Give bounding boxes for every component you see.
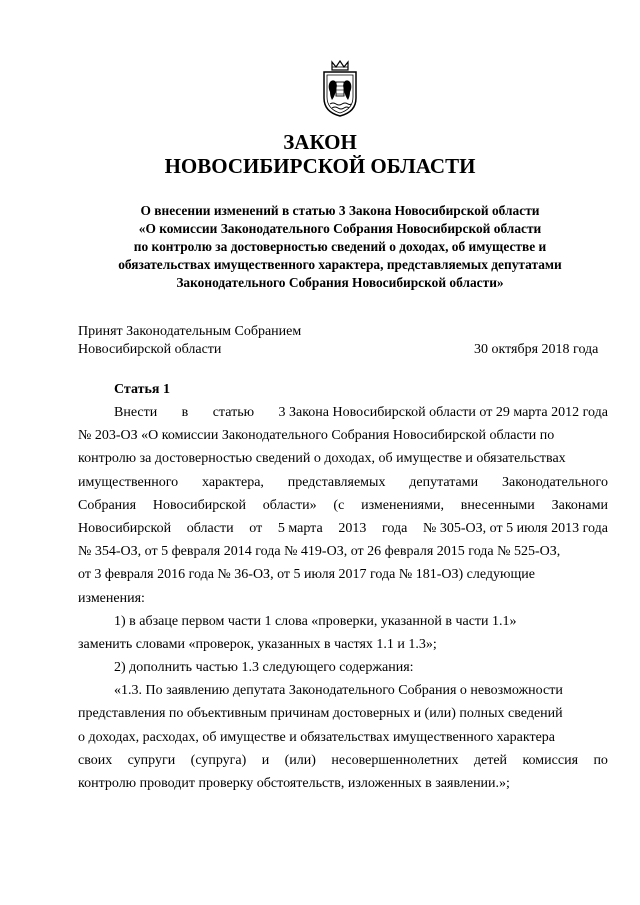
- article-text: года: [382, 520, 408, 536]
- article-text: контролю проводит проверку обстоятельств, изложенных в заявлении.»;: [78, 776, 510, 791]
- article-text: Внести: [114, 405, 158, 420]
- article-text: № 354-ОЗ, от 5 февраля 2014 года № 419-ОЗ, от 26 февраля 2015 года № 525-ОЗ,: [78, 544, 561, 560]
- adoption-date: 30 октября 2018 года: [474, 342, 599, 357]
- article-text: 5 марта: [277, 520, 323, 536]
- article-text: Новосибирской: [78, 520, 172, 536]
- article-line: [78, 424, 608, 447]
- article-text: комиссия: [522, 752, 579, 768]
- article-text: и: [261, 752, 270, 768]
- law-subject-line: «О комиссии Законодательного Собрания Новосибирской области: [138, 221, 542, 236]
- article-line: [78, 679, 608, 702]
- article-line: [78, 772, 608, 795]
- article-text: «1.3. По заявлению депутата Законодательного Собрания о невозможности: [114, 683, 563, 699]
- coat-of-arms-emblem: [316, 60, 364, 118]
- adoption-block: [78, 323, 301, 359]
- article-text: 3 Закона Новосибирской области от 29 марта 2012 года: [278, 405, 608, 420]
- article-text: Собрания: [78, 497, 137, 513]
- article-line: [78, 749, 608, 772]
- article-text: Новосибирской: [152, 497, 246, 513]
- article-text: своих: [78, 752, 113, 768]
- article-text: по: [593, 752, 608, 768]
- article-text: № 305-ОЗ, от 5 июля 2013 года: [423, 520, 608, 536]
- article-line: [78, 471, 608, 494]
- adoption-region: Новосибирской области: [78, 342, 222, 357]
- article-line: [78, 702, 608, 725]
- article-text: (супруга): [190, 752, 247, 768]
- article-text: изменения:: [78, 590, 145, 606]
- law-subject: [60, 202, 620, 292]
- article-text: депутатами: [409, 474, 479, 490]
- article-text: внесенными: [460, 497, 535, 513]
- article-line: [78, 447, 608, 470]
- article-text: представления по объективным причинам достоверных и (или) полных сведений: [78, 706, 563, 722]
- law-region-title: НОВОСИБИРСКОЙ ОБЛАСТИ: [164, 154, 476, 178]
- article-text: области»: [262, 497, 317, 513]
- article-text: характера,: [202, 474, 264, 490]
- article-text: в: [181, 405, 189, 420]
- article-text: 2013: [338, 520, 367, 536]
- law-title: ЗАКОН: [283, 130, 357, 154]
- law-subject-line: обязательствах имущественного характера, представляемых депутатами: [118, 257, 562, 272]
- article-text: детей: [473, 752, 508, 768]
- law-subject-line: О внесении изменений в статью 3 Закона Новосибирской области: [140, 203, 540, 218]
- article-line: [78, 540, 608, 563]
- article-line: [78, 401, 608, 424]
- article-heading: Статья 1: [114, 382, 170, 397]
- article-text: (с: [333, 497, 345, 513]
- article-line: [78, 563, 608, 586]
- adoption-body: Принят Законодательным Собранием: [78, 324, 302, 339]
- article-text: имущественного: [78, 474, 179, 490]
- article-text: Законами: [551, 497, 608, 513]
- article-line: [78, 610, 608, 633]
- article-line: [78, 656, 608, 679]
- article-body: [78, 401, 608, 795]
- article-text: изменениями,: [361, 497, 444, 513]
- article-line: [78, 633, 608, 656]
- article-text: от: [249, 520, 263, 536]
- article-text: представляемых: [287, 474, 386, 490]
- law-subject-line: Законодательного Собрания Новосибирской области»: [176, 275, 504, 290]
- article-text: заменить словами «проверок, указанных в частях 1.1 и 1.3»;: [78, 636, 437, 652]
- article-text: 2) дополнить частью 1.3 следующего содержания:: [114, 660, 414, 676]
- article-text: (или): [284, 752, 316, 768]
- article-line: [78, 494, 608, 517]
- article-text: несовершеннолетних: [331, 752, 459, 768]
- article-line: [78, 587, 608, 610]
- article-text: контролю за достоверностью сведений о доходах, об имуществе и обязательствах: [78, 451, 566, 467]
- article-line: [78, 726, 608, 749]
- article-text: о доходах, расходах, об имуществе и обязательствах имущественного характера: [78, 729, 556, 745]
- article-text: Законодательного: [501, 474, 608, 490]
- article-text: области: [186, 520, 234, 536]
- article-text: 1) в абзаце первом части 1 слова «проверки, указанной в части 1.1»: [114, 613, 517, 629]
- article-text: супруги: [127, 752, 176, 768]
- article-text: от 3 февраля 2016 года № 36-ОЗ, от 5 июля 2017 года № 181-ОЗ) следующие: [78, 567, 535, 583]
- law-subject-line: по контролю за достоверностью сведений о доходах, об имуществе и: [133, 239, 547, 254]
- article-text: № 203-ОЗ «О комиссии Законодательного Собрания Новосибирской области по: [78, 428, 555, 444]
- article-line: [78, 517, 608, 540]
- article-text: статью: [212, 405, 255, 420]
